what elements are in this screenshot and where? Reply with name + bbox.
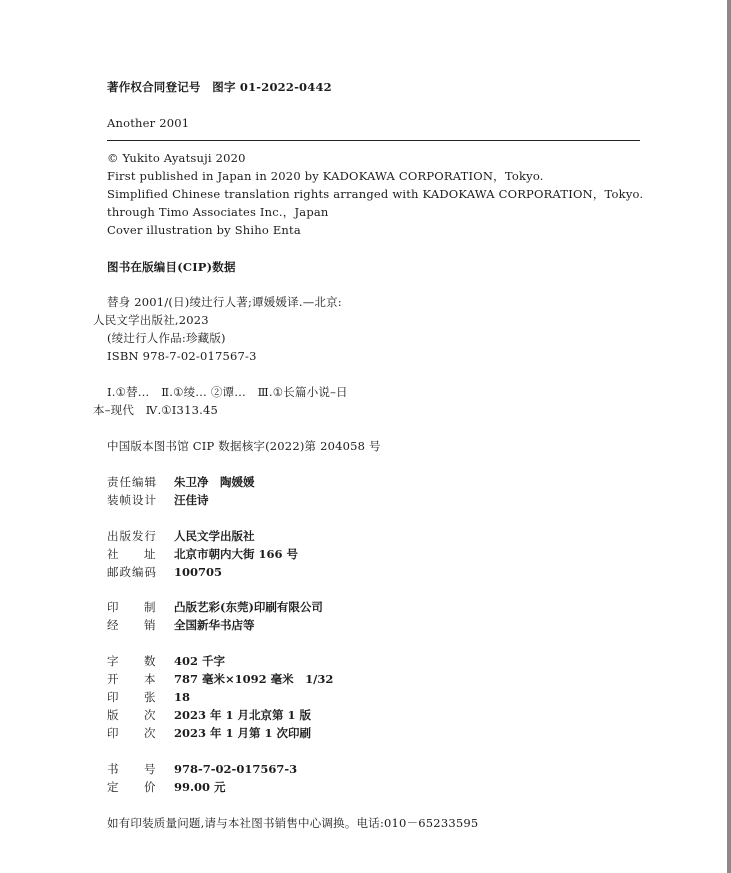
address-label-char: 社 (107, 547, 119, 561)
price-label (107, 779, 156, 795)
design-label: 装帧设计 (107, 493, 157, 507)
original-title: Another 2001 (107, 116, 190, 130)
design-value: 汪佳诗 (174, 493, 209, 507)
address-label (107, 546, 156, 562)
edition-label-char: 版 (107, 708, 119, 722)
printer-label-char: 印 (107, 600, 119, 614)
price-label-char: 价 (144, 780, 156, 794)
impression-label (107, 725, 156, 741)
editor-label: 责任编辑 (107, 475, 157, 489)
copyright-line: Cover illustration by Shiho Enta (107, 223, 301, 237)
cip-heading: 图书在版编目(CIP)数据 (107, 260, 236, 274)
sheets-label-char: 张 (144, 690, 156, 704)
isbn-label (107, 761, 156, 777)
printer-label-char: 制 (144, 600, 156, 614)
isbn-value: 978-7-02-017567-3 (174, 762, 298, 776)
distributor-value: 全国新华书店等 (174, 618, 255, 632)
address-value: 北京市朝内大街 166 号 (174, 547, 299, 561)
publisher-value: 人民文学出版社 (174, 529, 255, 543)
editor-value: 朱卫净 陶媛媛 (174, 475, 255, 489)
classification-line: Ⅰ.①替… Ⅱ.①绫… ②谭… Ⅲ.①长篇小说–日 (107, 385, 348, 399)
printer-label (107, 599, 156, 615)
classification-line: 本–现代 Ⅳ.①I313.45 (93, 403, 218, 417)
postcode-label: 邮政编码 (107, 565, 157, 579)
price-value: 99.00 元 (174, 780, 226, 794)
cip-check-number: 中国版本图书馆 CIP 数据核字(2022)第 204058 号 (107, 439, 381, 453)
cip-line: (绫辻行人作品:珍藏版) (107, 331, 226, 345)
distributor-label (107, 617, 156, 633)
isbn-label-char: 书 (107, 762, 119, 776)
format-value: 787 毫米×1092 毫米 1/32 (174, 672, 334, 686)
postcode-value: 100705 (174, 565, 223, 579)
isbn-label-char: 号 (144, 762, 156, 776)
sheets-label-char: 印 (107, 690, 119, 704)
word-count-label (107, 653, 156, 669)
copyright-line: © Yukito Ayatsuji 2020 (107, 151, 246, 165)
impression-value: 2023 年 1 月第 1 次印刷 (174, 726, 312, 740)
format-label-char: 开 (107, 672, 119, 686)
copyright-line: through Timo Associates Inc.，Japan (107, 205, 329, 219)
format-label (107, 671, 156, 687)
sheets-value: 18 (174, 690, 191, 704)
format-label-char: 本 (144, 672, 156, 686)
cip-line: 人民文学出版社,2023 (93, 313, 209, 327)
cip-line: ISBN 978-7-02-017567-3 (107, 349, 257, 363)
address-label-char: 址 (144, 547, 156, 561)
word-count-label-char: 字 (107, 654, 119, 668)
edition-label (107, 707, 156, 723)
page-edge-shadow (727, 0, 731, 873)
edition-value: 2023 年 1 月北京第 1 版 (174, 708, 312, 722)
copyright-registration-number: 著作权合同登记号 图字 01-2022-0442 (107, 80, 332, 94)
publisher-label: 出版发行 (107, 529, 157, 543)
edition-label-char: 次 (144, 708, 156, 722)
word-count-label-char: 数 (144, 654, 156, 668)
printer-value: 凸版艺彩(东莞)印刷有限公司 (174, 600, 323, 614)
footer-notice: 如有印装质量问题,请与本社图书销售中心调换。电话:010－65233595 (107, 816, 479, 830)
impression-label-char: 印 (107, 726, 119, 740)
divider-rule (107, 140, 640, 141)
sheets-label (107, 689, 156, 705)
copyright-line: Simplified Chinese translation rights arranged with KADOKAWA CORPORATION，Tokyo. (107, 187, 644, 201)
word-count-value: 402 千字 (174, 654, 226, 668)
distributor-label-char: 经 (107, 618, 119, 632)
price-label-char: 定 (107, 780, 119, 794)
copyright-line: First published in Japan in 2020 by KADOKAWA CORPORATION，Tokyo. (107, 169, 544, 183)
impression-label-char: 次 (144, 726, 156, 740)
cip-line: 替身 2001/(日)绫辻行人著;谭媛媛译.—北京: (107, 295, 342, 309)
distributor-label-char: 销 (144, 618, 156, 632)
